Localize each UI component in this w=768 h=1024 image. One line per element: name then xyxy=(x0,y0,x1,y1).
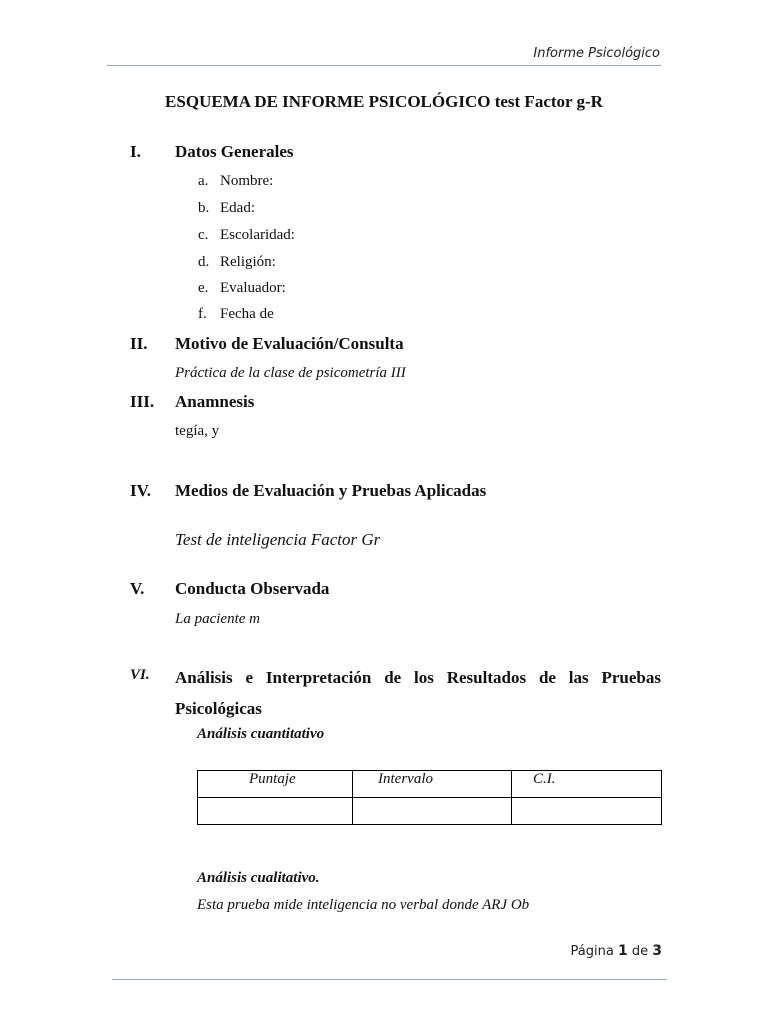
section-5-title: Conducta Observada xyxy=(175,579,330,598)
page-number xyxy=(571,943,662,959)
table-header-row xyxy=(198,771,662,798)
list-item-fecha: Fecha de xyxy=(220,306,274,322)
section-2-number: II. xyxy=(130,334,148,353)
current-page: 1 xyxy=(617,943,628,959)
list-item-letter: e. xyxy=(198,280,209,296)
list-item-religion: Religión: xyxy=(220,254,276,270)
section-6-number: VI. xyxy=(130,667,150,683)
list-item-edad: Edad: xyxy=(220,200,255,216)
section-3-title: Anamnesis xyxy=(175,392,255,411)
list-item-letter: f. xyxy=(198,306,207,322)
table-cell xyxy=(353,798,512,825)
total-pages: 3 xyxy=(652,943,662,959)
document-title: ESQUEMA DE INFORME PSICOLÓGICO test Factor g-R xyxy=(165,92,603,111)
page-word: Página xyxy=(570,944,614,959)
section-1-number: I. xyxy=(130,142,141,161)
table-header-intervalo: Intervalo xyxy=(353,771,512,798)
table-cell xyxy=(512,798,662,825)
section-6-title: Análisis e Interpretación de los Resultados de las Pruebas Psicológicas xyxy=(175,668,661,718)
section-4-title: Medios de Evaluación y Pruebas Aplicadas xyxy=(175,481,487,500)
section-2-body: Práctica de la clase de psicometría III xyxy=(175,365,406,381)
list-item-letter: c. xyxy=(198,227,209,243)
section-2-title: Motivo de Evaluación/Consulta xyxy=(175,334,404,353)
section-4-body: Test de inteligencia Factor Gr xyxy=(175,530,381,549)
footer-divider xyxy=(112,979,667,980)
list-item-escolaridad: Escolaridad: xyxy=(220,227,295,243)
list-item-nombre: Nombre: xyxy=(220,173,274,189)
quantitative-analysis-label: Análisis cuantitativo xyxy=(197,726,325,742)
list-item-letter: b. xyxy=(198,200,210,216)
qualitative-analysis-body: Esta prueba mide inteligencia no verbal donde ARJ Ob xyxy=(197,897,530,913)
of-word: de xyxy=(631,944,649,959)
section-1-title: Datos Generales xyxy=(175,142,294,161)
list-item-letter: d. xyxy=(198,254,210,270)
table-header-ci: C.I. xyxy=(512,771,662,798)
table-header-puntaje: Puntaje xyxy=(198,771,353,798)
section-3-body: tegía, y xyxy=(175,423,220,439)
qualitative-analysis-label: Análisis cualitativo. xyxy=(197,870,320,886)
section-3-number: III. xyxy=(130,392,155,411)
section-5-number: V. xyxy=(130,579,145,598)
list-item-letter: a. xyxy=(198,173,209,189)
page-header-text: Informe Psicológico xyxy=(533,46,660,61)
table-cell xyxy=(198,798,353,825)
results-table xyxy=(197,770,662,825)
header-divider xyxy=(107,65,661,66)
section-4-number: IV. xyxy=(130,481,151,500)
list-item-evaluador: Evaluador: xyxy=(220,280,286,296)
section-5-body: La paciente m xyxy=(175,611,260,627)
table-row xyxy=(198,798,662,825)
